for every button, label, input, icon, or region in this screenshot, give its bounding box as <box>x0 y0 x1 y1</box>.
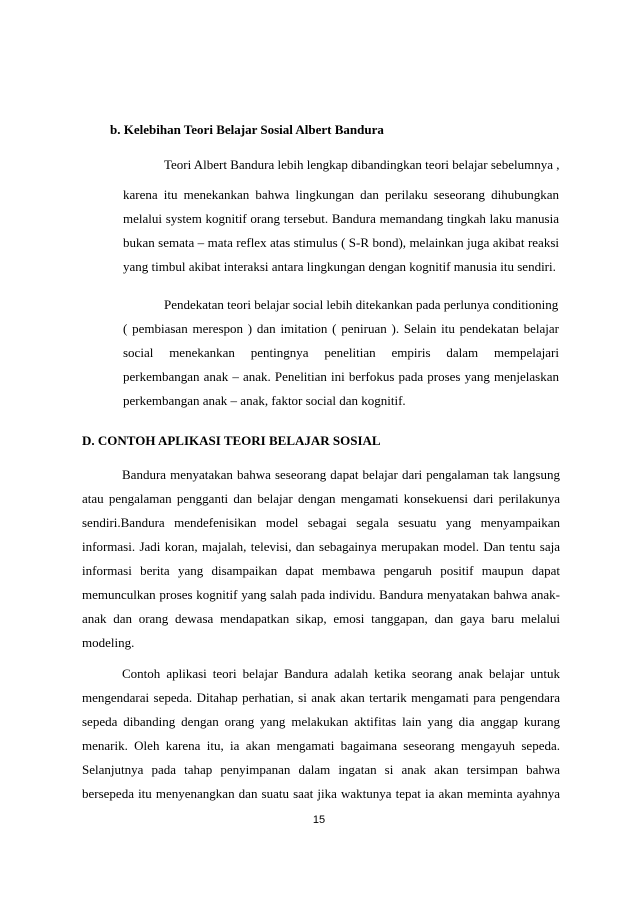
paragraph-line: mengendarai sepeda. Ditahap perhatian, si anak akan tertarik mengamati para pengendara <box>82 690 560 705</box>
paragraph-line: social menekankan pentingnya penelitian empiris dalam mempelajari <box>123 345 559 360</box>
paragraph-line: sendiri.Bandura mendefenisikan model sebagai segala sesuatu yang menyampaikan <box>82 515 560 530</box>
paragraph-line: modeling. <box>82 635 135 650</box>
paragraph-line: anak dan orang dewasa mendapatkan sikap, emosi tanggapan, dan gaya baru melalui <box>82 611 560 626</box>
paragraph-line: yang timbul akibat interaksi antara lingkungan dengan kognitif manusia itu sendiri. <box>123 259 556 274</box>
paragraph-line: sepeda dibanding dengan orang yang melakukan aktifitas lain yang dia anggap kurang <box>82 714 560 729</box>
paragraph-line: karena itu menekankan bahwa lingkungan dan perilaku seseorang dihubungkan <box>123 187 559 202</box>
paragraph-line: Selanjutnya pada tahap penyimpanan dalam ingatan si anak akan tersimpan bahwa <box>82 762 560 777</box>
section-d-heading: D. CONTOH APLIKASI TEORI BELAJAR SOSIAL <box>82 433 381 448</box>
paragraph-line: perkembangan anak – anak. Penelitian ini berfokus pada proses yang menjelaskan <box>123 369 559 384</box>
paragraph-line: atau pengalaman pengganti dan belajar dengan mengamati konsekuensi dari perilakunya <box>82 491 560 506</box>
paragraph-line: informasi. Jadi koran, majalah, televisi, dan sebagainya merupakan model. Dan tentu saja <box>82 539 560 554</box>
paragraph-line: perkembangan anak – anak, faktor social dan kognitif. <box>123 393 406 408</box>
paragraph-line: informasi berita yang disampaikan dapat membawa pengaruh positif maupun dapat <box>82 563 560 578</box>
page-number: 15 <box>312 814 326 826</box>
paragraph-line: ( pembiasan merespon ) dan imitation ( peniruan ). Selain itu pendekatan belajar <box>123 321 559 336</box>
paragraph-line: menarik. Oleh karena itu, ia akan mengamati bagaimana seseorang mengayuh sepeda. <box>82 738 560 753</box>
paragraph-line: Contoh aplikasi teori belajar Bandura adalah ketika seorang anak belajar untuk <box>122 666 560 681</box>
paragraph-line: bersepeda itu menyenangkan dan suatu saat jika waktunya tepat ia akan meminta ayahnya <box>82 786 560 801</box>
paragraph-line: Teori Albert Bandura lebih lengkap dibandingkan teori belajar sebelumnya , <box>164 157 560 172</box>
paragraph-line: melalui system kognitif orang tersebut. Bandura memandang tingkah laku manusia <box>123 211 559 226</box>
section-b-heading: b. Kelebihan Teori Belajar Sosial Albert Bandura <box>110 122 384 137</box>
paragraph-line: Bandura menyatakan bahwa seseorang dapat belajar dari pengalaman tak langsung <box>122 467 560 482</box>
paragraph-line: Pendekatan teori belajar social lebih ditekankan pada perlunya conditioning <box>164 297 559 312</box>
paragraph-line: memunculkan proses kognitif yang salah pada individu. Bandura menyatakan bahwa anak- <box>82 587 560 602</box>
paragraph-line: bukan semata – mata reflex atas stimulus ( S-R bond), melainkan juga akibat reaksi <box>123 235 559 250</box>
